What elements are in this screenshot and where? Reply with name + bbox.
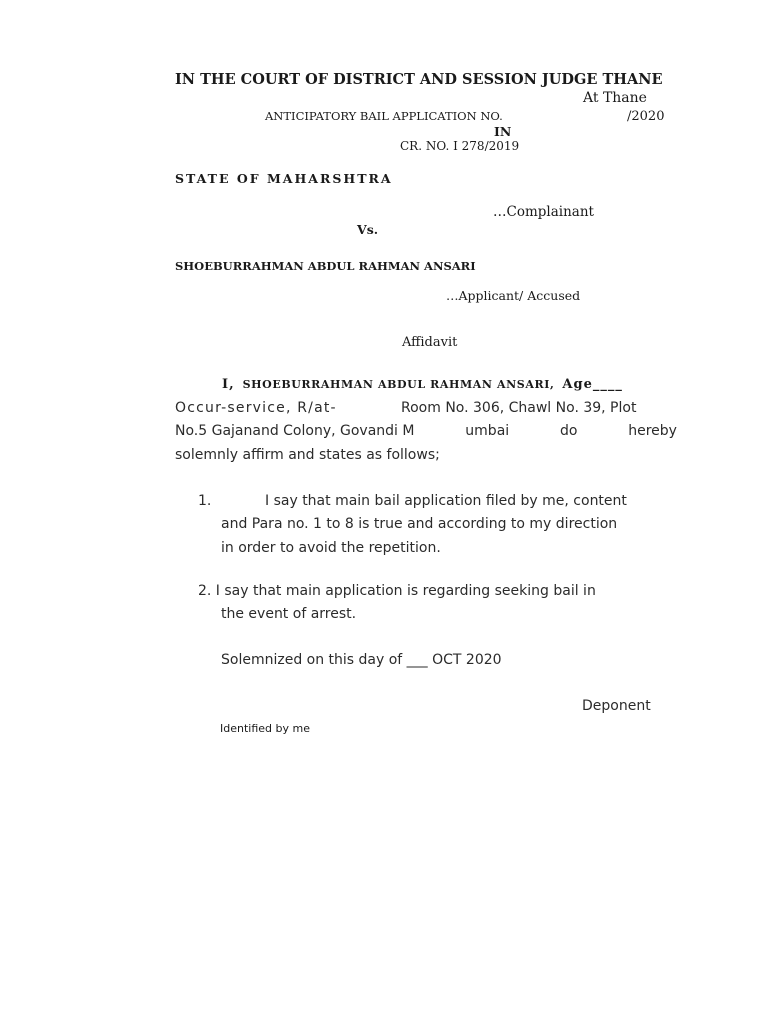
affirm-text: solemnly affirm and states as follows;: [175, 447, 440, 463]
occupation-text: Occur-service, R/at-: [175, 400, 337, 416]
point-1-line-3: in order to avoid the repetition.: [221, 540, 441, 556]
court-heading: IN THE COURT OF DISTRICT AND SESSION JUDGE THANE: [175, 71, 663, 88]
intro-age: Age____: [562, 377, 623, 392]
deponent-label: Deponent: [582, 698, 651, 714]
application-number: ANTICIPATORY BAIL APPLICATION NO.: [265, 109, 503, 123]
address-word: hereby: [628, 423, 677, 439]
in-label: IN: [494, 124, 512, 139]
address-word: umbai: [465, 423, 510, 439]
address-word: No.5 Gajanand Colony, Govandi M: [175, 423, 415, 439]
address-line-2: [175, 423, 677, 439]
address-word: do: [559, 423, 578, 439]
point-1-number: 1.: [198, 493, 212, 509]
applicant-label: …Applicant/ Accused: [446, 288, 581, 303]
identified-label: Identified by me: [220, 722, 310, 735]
intro-name: SHOEBURRAHMAN ABDUL RAHMAN ANSARI,: [242, 378, 555, 391]
application-year: /2020: [627, 109, 665, 124]
point-2-line-2: the event of arrest.: [221, 606, 357, 622]
cr-number: CR. NO. I 278/2019: [400, 139, 520, 153]
address-line-1: Room No. 306, Chawl No. 39, Plot: [401, 400, 637, 416]
accused-name: SHOEBURRAHMAN ABDUL RAHMAN ANSARI: [175, 259, 476, 273]
point-1-line-1: I say that main bail application filed by me, content: [265, 493, 627, 509]
complainant-label: …Complainant: [493, 204, 594, 220]
intro-i: I,: [222, 377, 235, 392]
place-label: At Thane: [583, 90, 647, 106]
point-2-line-1: 2. I say that main application is regarding seeking bail in: [198, 583, 596, 599]
point-1-line-2: and Para no. 1 to 8 is true and according to my direction: [221, 516, 618, 532]
versus-label: Vs.: [357, 222, 379, 237]
solemnized-text: Solemnized on this day of ___ OCT 2020: [221, 652, 502, 668]
affidavit-title: Affidavit: [402, 335, 458, 350]
affidavit-intro: [222, 377, 623, 392]
state-party: STATE OF MAHARSHTRA: [175, 171, 393, 186]
